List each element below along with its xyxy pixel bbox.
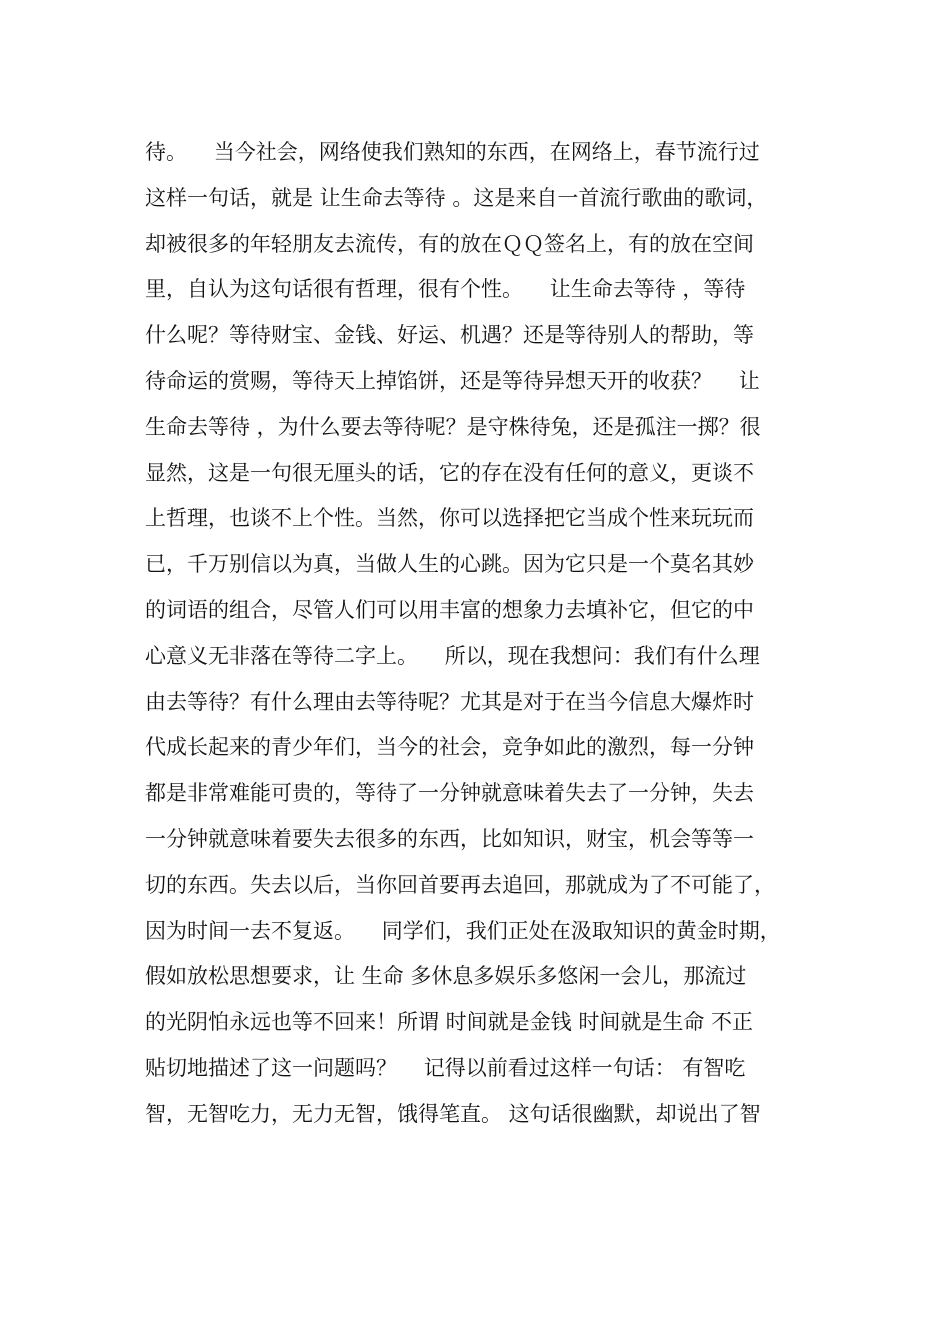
text-line: 切的东西。失去以后，当你回首要再去追回，那就成为了不可能了， [145, 872, 775, 897]
text-line: 却被很多的年轻朋友去流传，有的放在ＱＱ签名上，有的放在空间 [145, 231, 754, 256]
text-line: 这样一句话，就是 让生命去等待 。这是来自一首流行歌曲的歌词， [145, 185, 768, 210]
text-line: 什么呢？等待财宝、金钱、好运、机遇？还是等待别人的帮助，等 [145, 323, 754, 348]
text-line: 已，千万别信以为真，当做人生的心跳。因为它只是一个莫名其妙 [145, 552, 754, 577]
text-line: 代成长起来的青少年们，当今的社会，竞争如此的激烈，每一分钟 [145, 735, 754, 760]
text-line: 待。 当今社会，网络使我们熟知的东西，在网络上，春节流行过 [145, 140, 760, 164]
text-line: 上哲理，也谈不上个性。当然，你可以选择把它当成个性来玩玩而 [145, 506, 754, 531]
text-line: 假如放松思想要求，让 生命 多休息多娱乐多悠闲一会儿，那流过 [145, 964, 747, 989]
text-line: 生命去等待 ，为什么要去等待呢？是守株待兔，还是孤注一掷？很 [145, 414, 761, 439]
text-line: 贴切地描述了这一问题吗？ 记得以前看过这样一句话： 有智吃 [145, 1055, 746, 1080]
text-line: 的词语的组合，尽管人们可以用丰富的想象力去填补它，但它的中 [145, 597, 754, 622]
text-line: 里，自认为这句话很有哲理，很有个性。 让生命去等待 ，等待 [145, 277, 746, 302]
body-text [145, 130, 825, 1138]
text-line: 由去等待？有什么理由去等待呢？尤其是对于在当今信息大爆炸时 [145, 689, 754, 714]
text-line: 心意义无非落在等待二字上。 所以，现在我想问：我们有什么理 [145, 643, 760, 668]
text-line: 智，无智吃力，无力无智，饿得笔直。 这句话很幽默，却说出了智 [145, 1101, 761, 1126]
text-line: 显然，这是一句很无厘头的话，它的存在没有任何的意义，更谈不 [145, 460, 754, 485]
text-line: 一分钟就意味着要失去很多的东西，比如知识，财宝，机会等等一 [145, 826, 754, 851]
text-line: 的光阴怕永远也等不回来！所谓 时间就是金钱 时间就是生命 不正 [145, 1010, 754, 1035]
text-line: 都是非常难能可贵的，等待了一分钟就意味着失去了一分钟，失去 [145, 781, 754, 806]
text-line: 待命运的赏赐，等待天上掉馅饼，还是等待异想天开的收获？ 让 [145, 368, 760, 393]
text-line: 因为时间一去不复返。 同学们，我们正处在汲取知识的黄金时期， [145, 918, 781, 943]
